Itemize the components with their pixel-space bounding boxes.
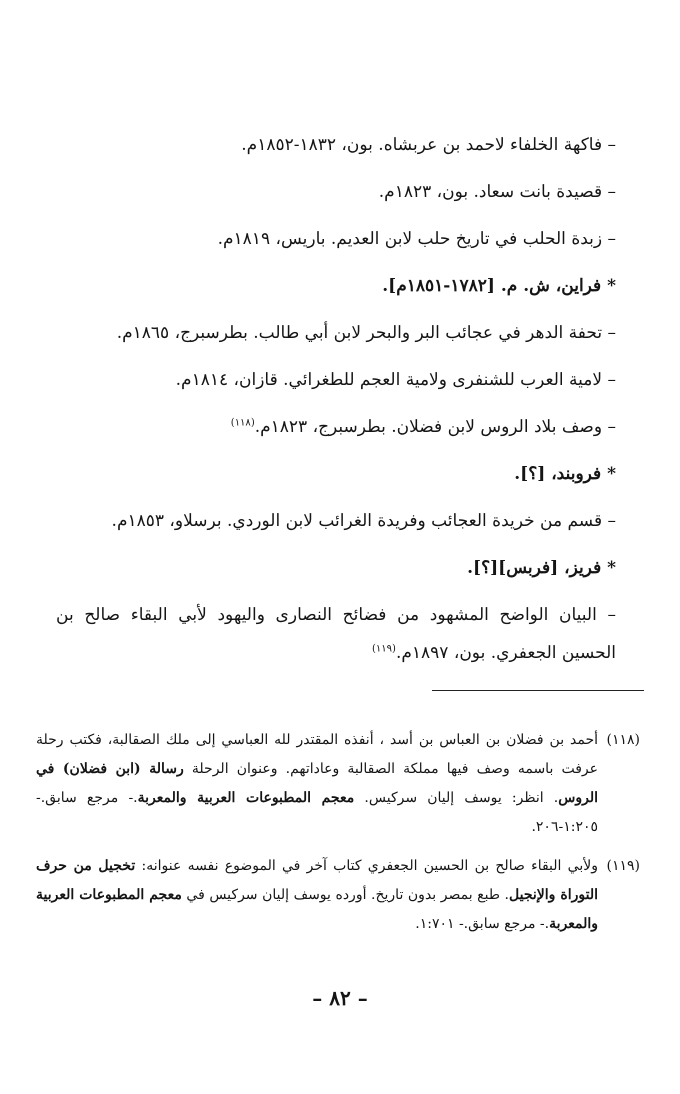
footnote-ref: (١١٨): [230, 417, 255, 429]
entry-text: – فاكهة الخلفاء لاحمد بن عربشاه. بون، ١٨٣٢-١٨٥٢م.: [241, 135, 616, 155]
page-number: – ٨٢ –: [312, 986, 368, 1010]
list-item: [56, 122, 616, 169]
author-name: * فراين، ش. م. [١٧٨٢-١٨٥١م].: [382, 276, 616, 296]
list-item: [56, 310, 616, 357]
list-item: [56, 592, 616, 672]
list-item: [56, 216, 616, 263]
entry-text: – قسم من خريدة العجائب وفريدة الغرائب لابن الوردي. برسلاو، ١٨٥٣م.: [111, 511, 616, 531]
list-item: [56, 404, 616, 451]
entry-text: – قصيدة بانت سعاد. بون، ١٨٢٣م.: [378, 182, 616, 202]
footnote-text: ولأبي البقاء صالح بن الحسين الجعفري كتاب آخر في الموضوع نفسه عنوانه: تخجيل من حرف التوراة والإنجيل. طبع بمصر بدون تاريخ. أورده يوسف إليان سركيس في معجم المطبوعات العربية والمعربة.- مرجع سابق.- ١:٧٠١.: [36, 858, 598, 932]
author-name: * فريز، [فربس][؟].: [467, 558, 616, 578]
footnote: [36, 726, 640, 842]
footnote-number: (١١٨): [606, 732, 640, 748]
footnote-text: أحمد بن فضلان بن العباس بن أسد ، أنفذه المقتدر لله العباسي إلى ملك الصقالبة، فكتب رحلة عرفت باسمه وصف فيها مملكة الصقالبة وعاداتهم. وعنوان الرحلة رسالة (ابن فضلان) في الروس. انظر: يوسف إليان سركيس. معجم المطبوعات العربية والمعربة.- مرجع سابق.- ١:٢٠٥-٢٠٦.: [36, 732, 599, 835]
list-item: [56, 169, 616, 216]
entry-text: – لامية العرب للشنفرى ولامية العجم للطغرائي. قازان، ١٨١٤م.: [175, 370, 616, 390]
author-heading: [56, 451, 616, 498]
author-heading: [56, 545, 616, 592]
author-heading: [56, 263, 616, 310]
author-name: * فروبند، [؟].: [514, 464, 616, 484]
footnote: [36, 852, 640, 939]
list-item: [56, 357, 616, 404]
footnotes: [36, 726, 640, 949]
entry-text: – البيان الواضح المشهود من فضائح النصارى واليهود لأبي البقاء صالح بن الحسين الجعفري. بون، ١٨٩٧م.: [56, 605, 616, 663]
entry-text: – وصف بلاد الروس لابن فضلان. بطرسبرج، ١٨٢٣م.: [254, 417, 616, 437]
footnote-divider: [432, 690, 644, 691]
list-item: [56, 498, 616, 545]
entry-text: – زبدة الحلب في تاريخ حلب لابن العديم. باريس، ١٨١٩م.: [217, 229, 616, 249]
footnote-number: (١١٩): [606, 858, 640, 874]
footnote-ref: (١١٩): [372, 643, 396, 655]
entry-text: – تحفة الدهر في عجائب البر والبحر لابن أبي طالب. بطرسبرج، ١٨٦٥م.: [116, 323, 616, 343]
bibliography-list: [56, 122, 616, 672]
